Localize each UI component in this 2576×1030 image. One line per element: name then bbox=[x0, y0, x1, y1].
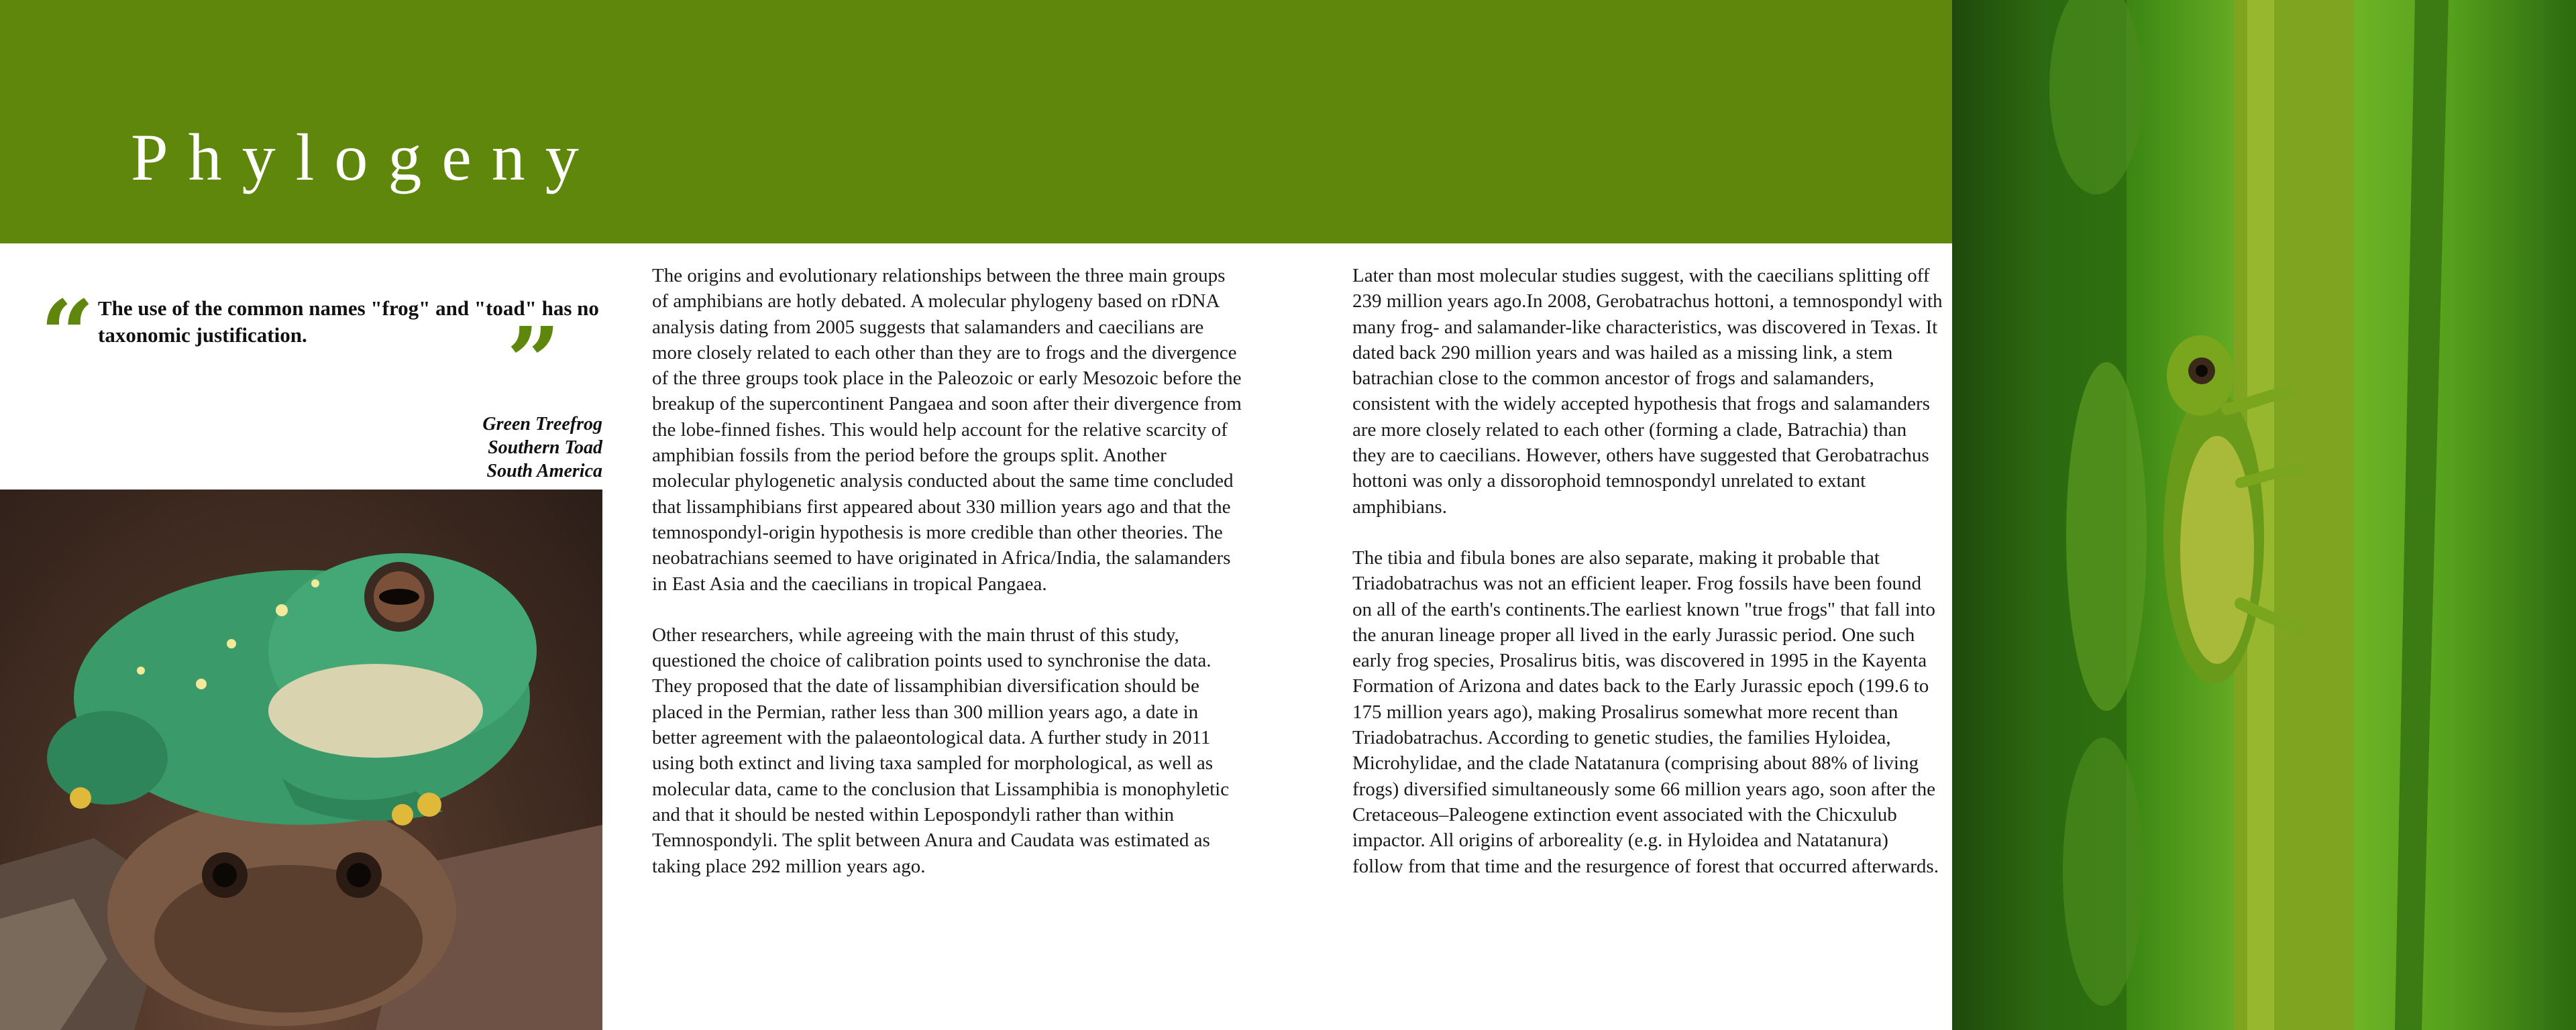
paragraph: Later than most molecular studies suggest, with the caecilians splitting off 239 million years ago.In 2008, Gerobatrachus hottoni, a temnospondyl with many frog- and salamander-like characteristics, was discovered in Texas. It dated back 290 million years and was hailed as a missing link, a stem batrachian close to the common ancestor of frogs and salamanders, consistent with the widely accepted hypothesis that frogs and salamanders are more closely related to each other (forming a clade, Batrachia) than they are to caecilians. However, others have suggested that Gerobatrachus hottoni was only a dissorophoid temnospondyl unrelated to extant amphibians. bbox=[1352, 265, 1943, 518]
tree-frog-on-reed-photo bbox=[1952, 0, 2576, 1030]
caption-line: South America bbox=[486, 461, 602, 481]
paragraph: Other researchers, while agreeing with the main thrust of this study, questioned the choice of calibration points used to synchronise the data. They proposed that the date of lissamphibian diversification should be placed in the Permian, rather less than 300 million years ago, a date in better agreement with the palaeontological data. A further study in 2011 using both extinct and living taxa sampled for morphological, as well as molecular data, came to the conclusion that Lissamphibia is monophyletic and that it should be nested within Lepospondyli rather than within Temnospondyli. The split between Anura and Caudata was estimated as taking place 292 million years ago. bbox=[652, 624, 1230, 877]
frog-and-toad-illustration bbox=[0, 490, 602, 1030]
paragraph: The origins and evolutionary relationships between the three main groups of amphibians are hotly debated. A molecular phylogeny based on rDNA analysis dating from 2005 suggests that salamanders and caecilians are more closely related to each other than they are to frogs and the divergence of the three groups took place in the Paleozoic or early Mesozoic before the breakup of the supercontinent Pangaea and soon after their divergence from the lobe-finned fishes. This would help account for the relative scarcity of amphibian fossils from the period before the groups split. Another molecular phylogenetic analysis conducted about the same time concluded that lissamphibians first appeared about 330 million years ago and that the temnospondyl-origin hypothesis is more credible than other theories. The neobatrachians seemed to have originated in Africa/India, the salamanders in East Asia and the caecilians in tropical Pangaea. bbox=[652, 265, 1242, 595]
page-title: Phylogeny bbox=[131, 120, 599, 194]
frog-and-toad-photo bbox=[0, 490, 602, 1030]
header-band bbox=[0, 0, 1952, 243]
caption-line: Southern Toad bbox=[488, 437, 602, 458]
paragraph: The tibia and fibula bones are also separate, making it probable that Triadobatrachus was not an efficient leaper. Frog fossils have been found on all of the earth's continents.The earliest known "true frogs" that fall into the anuran lineage proper all lived in the early Jurassic period. One such early frog species, Prosalirus bitis, was discovered in 1995 in the Kayenta Formation of Arizona and dates back to the Early Jurassic epoch (199.6 to 175 million years ago), making Prosalirus somewhat more recent than Triadobatrachus. According to genetic studies, the families Hyloidea, Microhylidae, and the clade Natatanura (comprising about 88% of living frogs) diversified simultaneously some 66 million years ago, soon after the Cretaceous–Paleogene extinction event associated with the Chicxulub impactor. All origins of arboreality (e.g. in Hyloidea and Natatanura) follow from that time and the resurgence of forest that occurred afterwards. bbox=[1352, 547, 1939, 877]
tree-frog-illustration bbox=[1952, 0, 2576, 1030]
caption-line: Green Treefrog bbox=[482, 414, 602, 435]
article-column-1 bbox=[652, 263, 1242, 905]
article-column-2 bbox=[1352, 263, 1943, 905]
pull-quote-text: The use of the common names "frog" and "toad" has no taxonomic justification. bbox=[98, 296, 599, 347]
close-quote-icon: ” bbox=[506, 307, 561, 417]
photo-caption bbox=[482, 412, 602, 483]
open-quote-icon: “ bbox=[40, 280, 95, 390]
